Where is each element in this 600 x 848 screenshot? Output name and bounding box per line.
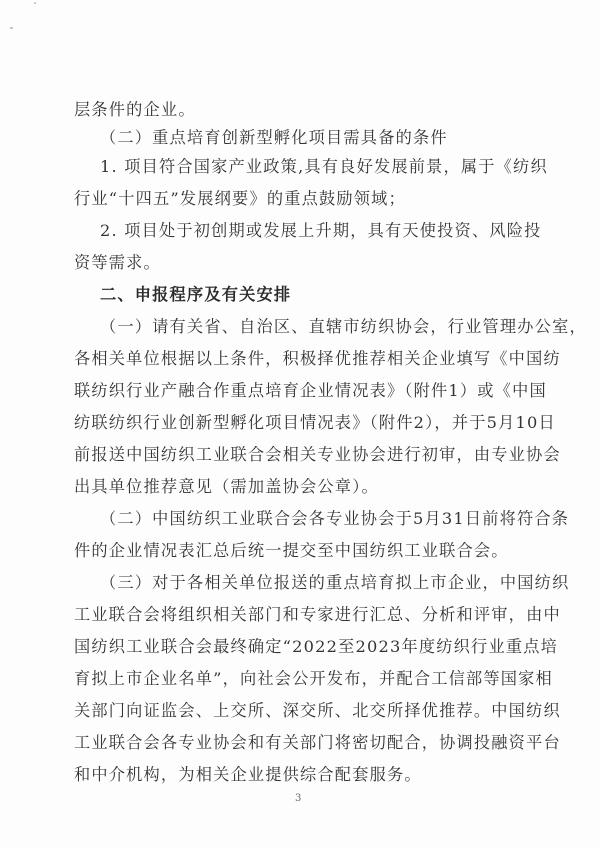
procedure-3-line-1: （三）对于各相关单位报送的重点培育拟上市企业，中国纺织 bbox=[100, 573, 570, 592]
procedure-1-line-6: 出具单位推荐意见（需加盖协会公章）。 bbox=[74, 477, 379, 496]
procedure-1-line-5: 前报送中国纺织工业联合会相关专业协会进行初审，由专业协会 bbox=[74, 445, 561, 464]
procedure-3-line-2: 工业联合会将组织相关部门和专家进行汇总、分析和评审，由中 bbox=[74, 605, 561, 624]
procedure-3-line-7: 和中介机构，为相关企业提供综合配套服务。 bbox=[74, 765, 422, 784]
procedure-3-line-5: 关部门向证监会、上交所、深交所、北交所择优推荐。中国纺织 bbox=[74, 701, 561, 720]
condition-1-line-1: 1. 项目符合国家产业政策,具有良好发展前景，属于《纺织 bbox=[100, 157, 548, 176]
procedure-1-line-4: 纺联纺织行业创新型孵化项目情况表》（附件2），并于5月10日 bbox=[74, 413, 556, 432]
section-heading-application-procedure: 二、申报程序及有关安排 bbox=[100, 285, 292, 304]
condition-2-line-2: 资等需求。 bbox=[74, 253, 161, 272]
paragraph-line-continuation: 层条件的企业。 bbox=[74, 100, 196, 119]
procedure-3-line-4: 育拟上市企业名单”，向社会公开发布，并配合工信部等国家相 bbox=[74, 669, 553, 688]
procedure-2-line-2: 件的企业情况表汇总后统一提交至中国纺织工业联合会。 bbox=[74, 541, 509, 560]
procedure-1-line-3: 联纺织行业产融合作重点培育企业情况表》（附件1）或《中国 bbox=[74, 381, 547, 400]
condition-2-line-1: 2. 项目处于初创期或发展上升期，具有天使投资、风险投 bbox=[100, 221, 542, 240]
procedure-3-line-3: 国纺织工业联合会最终确定“2022至2023年度纺织行业重点培 bbox=[74, 637, 558, 656]
subsection-heading-incubation-conditions: （二）重点培育创新型孵化项目需具备的条件 bbox=[100, 128, 448, 147]
scan-speck bbox=[10, 27, 13, 29]
procedure-2-line-1: （二）中国纺织工业联合会各专业协会于5月31日前将符合条 bbox=[100, 509, 570, 528]
page-number: 3 bbox=[295, 793, 302, 804]
procedure-3-line-6: 工业联合会各专业协会和有关部门将密切配合，协调投融资平台 bbox=[74, 733, 561, 752]
procedure-1-line-2: 各相关单位根据以上条件，积极择优推荐相关企业填写《中国纺 bbox=[74, 349, 561, 368]
scan-speck bbox=[34, 2, 36, 4]
condition-1-line-2: 行业“十四五”发展纲要》的重点鼓励领域； bbox=[74, 189, 406, 208]
procedure-1-line-1: （一）请有关省、自治区、直辖市纺织协会，行业管理办公室， bbox=[100, 317, 587, 336]
